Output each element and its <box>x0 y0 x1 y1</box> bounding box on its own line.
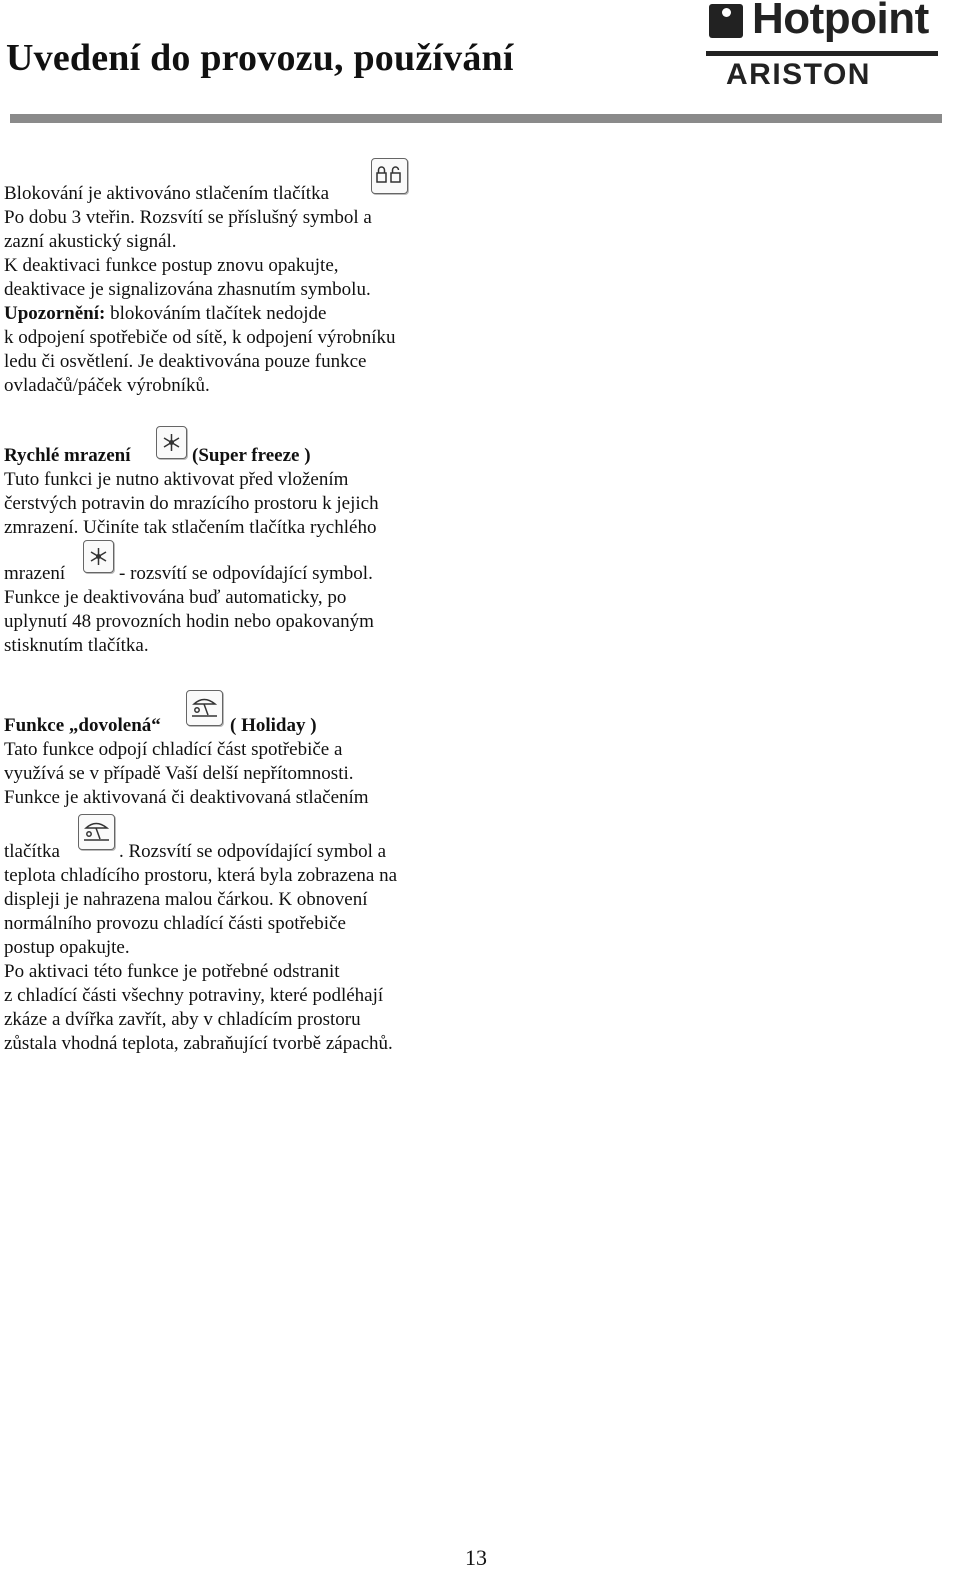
logo-divider <box>706 51 938 56</box>
snowflake-icon <box>156 426 187 459</box>
lock-section <box>4 158 464 398</box>
lock-line-9: ovladačů/páček výrobníků. <box>4 375 210 396</box>
holiday-line-7: normálního provozu chladící části spotřebiče <box>4 913 346 934</box>
hotpoint-ariston-logo <box>708 0 948 100</box>
holiday-line-10: z chladící části všechny potraviny, které podléhají <box>4 985 384 1006</box>
lock-line-1: Blokování je aktivováno stlačením tlačítka <box>4 158 464 206</box>
logo-mark-icon <box>709 4 743 38</box>
freeze-line-5: Funkce je deaktivována buď automaticky, po <box>4 587 347 608</box>
lock-icon <box>371 158 408 194</box>
page-title: Uvedení do provozu, používání <box>6 37 514 79</box>
holiday-line-5: teplota chladícího prostoru, která byla zobrazena na <box>4 865 398 886</box>
header-rule <box>10 114 942 123</box>
freeze-line-4: mrazení - rozsvítí se odpovídající symbol. <box>4 540 464 586</box>
freeze-line-6: uplynutí 48 provozních hodin nebo opakovaným <box>4 611 374 632</box>
lock-line-3: zazní akustický signál. <box>4 231 177 252</box>
holiday-line-8: postup opakujte. <box>4 937 130 958</box>
holiday-line-12: zůstala vhodná teplota, zabraňující tvorbě zápachů. <box>4 1033 393 1054</box>
lock-line-5: deaktivace je signalizována zhasnutím symbolu. <box>4 279 371 300</box>
holiday-heading: Funkce „dovolená“ ( Holiday ) <box>4 690 464 738</box>
lock-line-2: Po dobu 3 vteřin. Rozsvítí se příslušný symbol a <box>4 207 372 228</box>
logo-hotpoint-text: Hotpoint <box>752 0 929 43</box>
holiday-line-9: Po aktivaci této funkce je potřebné odstranit <box>4 961 340 982</box>
lock-line-6: Upozornění: blokováním tlačítek nedojde <box>4 303 327 324</box>
holiday-section <box>4 690 464 1056</box>
logo-ariston-text: ARISTON <box>726 58 871 91</box>
holiday-line-4: tlačítka . Rozsvítí se odpovídající symbol a <box>4 810 464 864</box>
beach-umbrella-icon-inline <box>78 814 115 850</box>
holiday-line-1: Tato funkce odpojí chladící část spotřebiče a <box>4 739 343 760</box>
warning-label: Upozornění: <box>4 303 106 324</box>
holiday-line-6: displeji je nahrazena malou čárkou. K obnovení <box>4 889 368 910</box>
super-freeze-section <box>4 426 464 658</box>
beach-umbrella-icon <box>186 690 223 726</box>
lock-line-7: k odpojení spotřebiče od sítě, k odpojení výrobníku <box>4 327 396 348</box>
lock-line-4: K deaktivaci funkce postup znovu opakujte, <box>4 255 339 276</box>
snowflake-icon-inline <box>83 540 114 573</box>
holiday-line-2: využívá se v případě Vaší delší nepřítomnosti. <box>4 763 354 784</box>
holiday-line-3: Funkce je aktivovaná či deaktivovaná stlačením <box>4 787 369 808</box>
freeze-line-2: čerstvých potravin do mrazícího prostoru k jejich <box>4 493 379 514</box>
lock-line-8: ledu či osvětlení. Je deaktivována pouze funkce <box>4 351 367 372</box>
holiday-line-11: zkáze a dvířka zavřít, aby v chladícím prostoru <box>4 1009 361 1030</box>
freeze-heading: Rychlé mrazení (Super freeze ) <box>4 426 464 468</box>
freeze-line-7: stisknutím tlačítka. <box>4 635 149 656</box>
page-number: 13 <box>465 1545 487 1570</box>
freeze-line-1: Tuto funkci je nutno aktivovat před vložením <box>4 469 349 490</box>
freeze-line-3: zmrazení. Učiníte tak stlačením tlačítka rychlého <box>4 517 377 538</box>
